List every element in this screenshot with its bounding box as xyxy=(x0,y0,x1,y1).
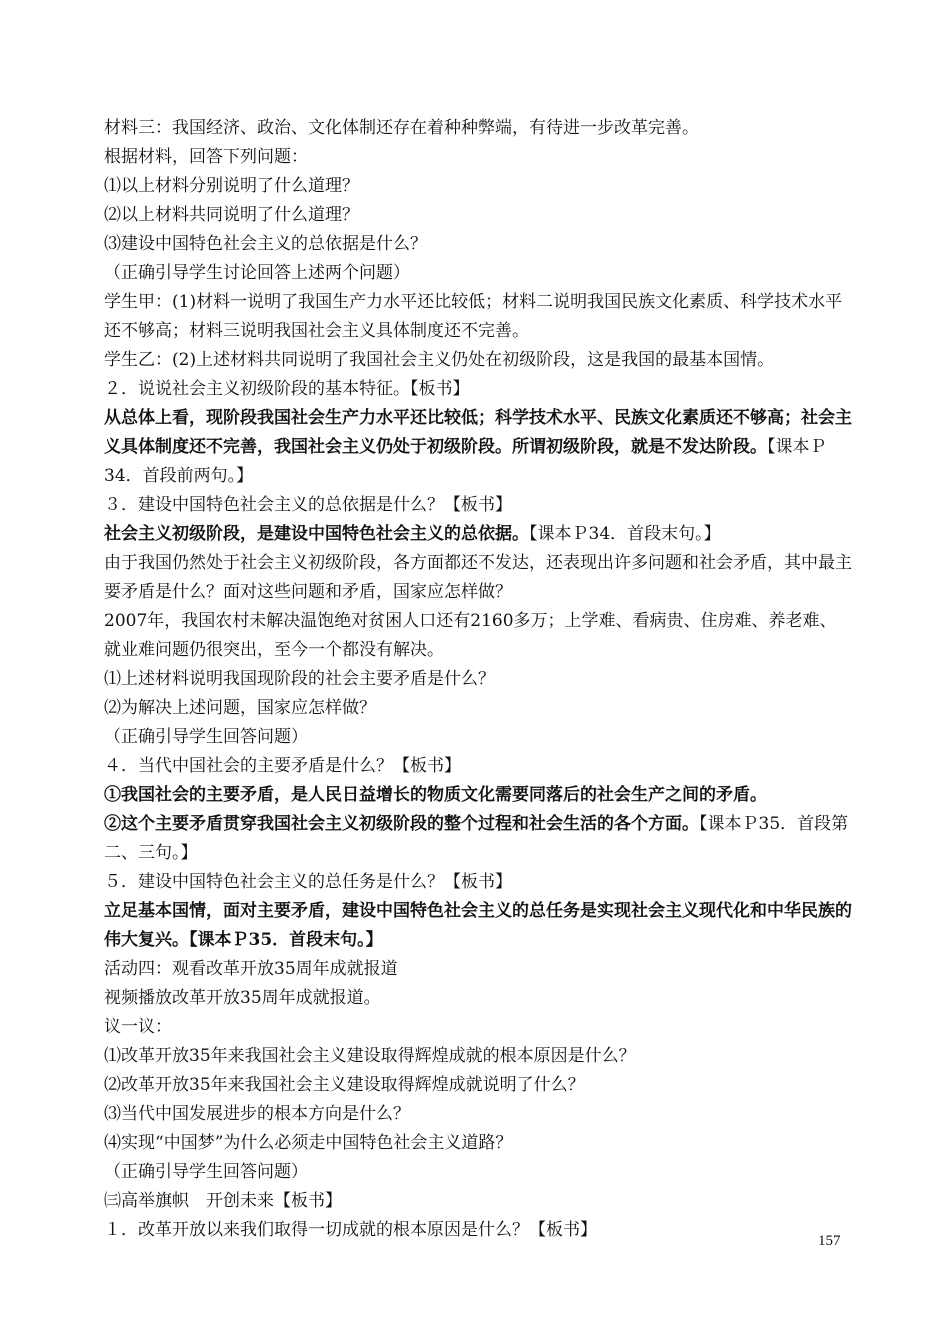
bold-answer-text: 从总体上看，现阶段我国社会生产力水平还比较低；科学技术水平、民族文化素质还不够高；社会主义具体制度还不完善，我国社会主义仍处于初级阶段。所谓初级阶段，就是不发达阶段。 xyxy=(104,408,852,457)
bold-answer-text: 立足基本国情，面对主要矛盾，建设中国特色社会主义的总任务是实现社会主义现代化和中华民族的伟大复兴。 xyxy=(104,901,852,950)
section-question: １．改革开放以来我们取得一切成就的根本原因是什么？【板书】 xyxy=(104,1220,597,1240)
section-question: ３．建设中国特色社会主义的总依据是什么？【板书】 xyxy=(104,495,512,515)
text-line: 视频播放改革开放35周年成就报道。 xyxy=(104,988,381,1008)
section-question: ２．说说社会主义初级阶段的基本特征。【板书】 xyxy=(104,379,470,399)
text-line: 议一议： xyxy=(104,1017,172,1037)
question-item: ⑵改革开放35年来我国社会主义建设取得辉煌成就说明了什么？ xyxy=(104,1075,585,1095)
question-item: ⑴上述材料说明我国现阶段的社会主要矛盾是什么？ xyxy=(104,669,495,689)
blackboard-answer xyxy=(104,520,852,549)
question-item: ⑶建设中国特色社会主义的总依据是什么？ xyxy=(104,234,427,254)
bold-answer-text: ②这个主要矛盾贯穿我国社会主义初级阶段的整个过程和社会生活的各个方面。 xyxy=(104,814,699,834)
textbook-reference: 【课本Ｐ34．首段末句。】 xyxy=(529,524,721,544)
document-body xyxy=(104,114,852,1245)
question-item: ⑴改革开放35年来我国社会主义建设取得辉煌成就的根本原因是什么？ xyxy=(104,1046,636,1066)
question-item: ⑴以上材料分别说明了什么道理？ xyxy=(104,176,359,196)
teacher-note: （正确引导学生回答问题） xyxy=(104,1162,308,1182)
question-item: ⑶当代中国发展进步的根本方向是什么？ xyxy=(104,1104,410,1124)
student-answer-a: 学生甲：(1)材料一说明了我国生产力水平还比较低；材料二说明我国民族文化素质、科学技术水平还不够高；材料三说明我国社会主义具体制度还不完善。 xyxy=(104,292,843,341)
question-item: ⑷实现“中国梦”为什么必须走中国特色社会主义道路？ xyxy=(104,1133,513,1153)
section-question: ４．当代中国社会的主要矛盾是什么？【板书】 xyxy=(104,756,461,776)
textbook-reference: 【课本Ｐ35．首段第二、三句。】 xyxy=(104,814,849,863)
section-question: ５．建设中国特色社会主义的总任务是什么？【板书】 xyxy=(104,872,512,892)
text-line: 材料三：我国经济、政治、文化体制还存在着种种弊端，有待进一步改革完善。 xyxy=(104,118,699,138)
student-answer-b: 学生乙：(2)上述材料共同说明了我国社会主义仍处在初级阶段，这是我国的最基本国情。 xyxy=(104,350,775,370)
teacher-note: （正确引导学生讨论回答上述两个问题） xyxy=(104,263,410,283)
textbook-reference: 【课本Ｐ35．首段末句。】 xyxy=(189,930,383,950)
bold-answer-text: ①我国社会的主要矛盾，是人民日益增长的物质文化需要同落后的社会生产之间的矛盾。 xyxy=(104,785,767,805)
text-line: 根据材料，回答下列问题： xyxy=(104,147,308,167)
question-item: ⑵以上材料共同说明了什么道理？ xyxy=(104,205,359,225)
blackboard-answer xyxy=(104,404,852,491)
text-paragraph: 2007年，我国农村未解决温饱绝对贫困人口还有2160多万；上学难、看病贵、住房难、养老难、就业难问题仍很突出，至今一个都没有解决。 xyxy=(104,611,837,660)
textbook-reference: 【课本Ｐ34．首段前两句。】 xyxy=(104,437,827,486)
blackboard-answer xyxy=(104,810,852,868)
blackboard-answer xyxy=(104,897,852,955)
activity-heading: 活动四：观看改革开放35周年成就报道 xyxy=(104,959,398,979)
section-heading: ㈢高举旗帜 开创未来【板书】 xyxy=(104,1191,342,1211)
page-number: 157 xyxy=(818,1233,841,1249)
question-item: ⑵为解决上述问题，国家应怎样做？ xyxy=(104,698,376,718)
text-paragraph: 由于我国仍然处于社会主义初级阶段，各方面都还不发达，还表现出许多问题和社会矛盾，其中最主要矛盾是什么？面对这些问题和矛盾，国家应怎样做？ xyxy=(104,553,852,602)
bold-answer-text: 社会主义初级阶段，是建设中国特色社会主义的总依据。 xyxy=(104,524,529,544)
teacher-note: （正确引导学生回答问题） xyxy=(104,727,308,747)
